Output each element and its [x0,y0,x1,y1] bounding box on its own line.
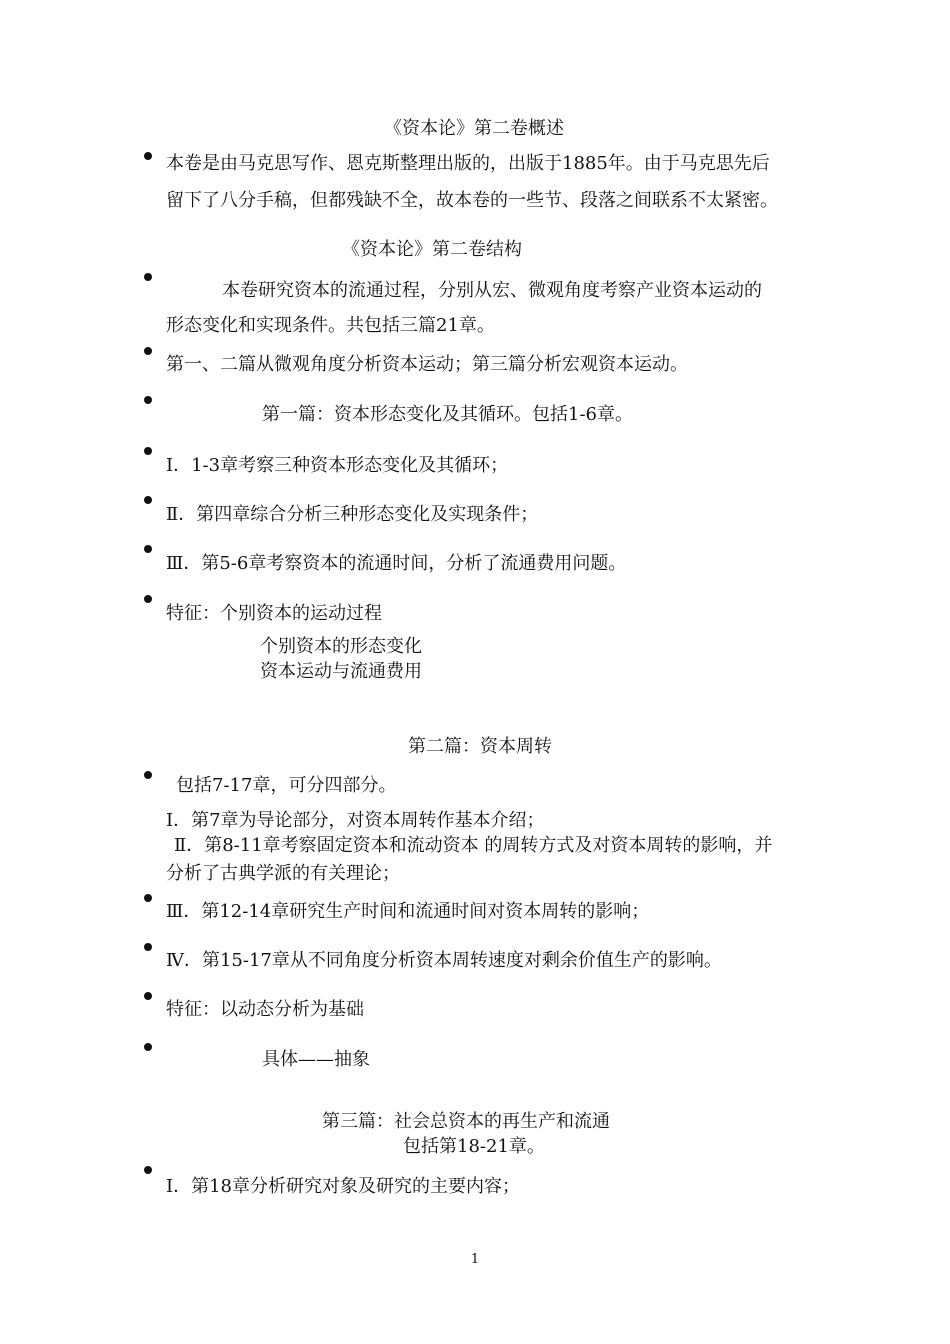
part3-subtitle: 包括第18-21章。 [403,1136,545,1157]
part1-item1: Ⅰ．1-3章考察三种资本形态变化及其循环； [166,455,509,476]
bullet-icon [144,347,152,355]
part2-feature: 特征：以动态分析为基础 [166,999,364,1020]
bullet-icon [144,1166,152,1174]
bullet-icon [144,894,152,902]
part1-feature: 特征：个别资本的运动过程 [166,603,382,624]
part2-item1: Ⅰ．第7章为导论部分，对资本周转作基本介绍； [166,810,545,831]
structure-intro-line1: 本卷研究资本的流通过程，分别从宏、微观角度考察产业资本运动的 [222,280,762,301]
part1-feature-sub1: 个别资本的形态变化 [260,636,422,657]
bullet-icon [144,447,152,455]
structure-intro-line2: 形态变化和实现条件。共包括三篇21章。 [166,315,495,336]
part2-item2-line1: Ⅱ．第8-11章考察固定资本和流动资本 的周转方式及对资本周转的影响，并 [174,835,773,856]
part2-title: 第二篇：资本周转 [408,736,552,757]
bullet-icon [144,1043,152,1051]
bullet-icon [144,273,152,281]
part3-item1: Ⅰ．第18章分析研究对象及研究的主要内容； [166,1176,521,1197]
part2-item4: Ⅳ．第15-17章从不同角度分析资本周转速度对剩余价值生产的影响。 [166,950,722,971]
structure-overview: 第一、二篇从微观角度分析资本运动；第三篇分析宏观资本运动。 [166,354,688,375]
bullet-icon [144,771,152,779]
part2-feature-sub: 具体——抽象 [262,1049,370,1070]
bullet-icon [144,595,152,603]
bullet-icon [144,152,152,160]
bullet-icon [144,992,152,1000]
page-number: 1 [470,1252,480,1267]
part3-title: 第三篇：社会总资本的再生产和流通 [322,1111,610,1132]
part1-title: 第一篇：资本形态变化及其循环。包括1-6章。 [262,404,633,425]
bullet-icon [144,545,152,553]
part2-item3: Ⅲ．第12-14章研究生产时间和流通时间对资本周转的影响； [166,901,650,922]
bullet-icon [144,396,152,404]
part2-intro: 包括7-17章，可分四部分。 [176,775,397,796]
bullet-icon [144,943,152,951]
doc-title-overview: 《资本论》第二卷概述 [384,118,564,139]
part2-item2-line2: 分析了古典学派的有关理论； [166,863,400,884]
doc-title-structure: 《资本论》第二卷结构 [342,239,522,260]
part1-item2: Ⅱ．第四章综合分析三种形态变化及实现条件； [166,504,539,525]
part1-feature-sub2: 资本运动与流通费用 [260,661,422,682]
overview-paragraph-line2: 留下了八分手稿，但都残缺不全，故本卷的一些节、段落之间联系不太紧密。 [166,190,778,211]
part1-item3: Ⅲ．第5-6章考察资本的流通时间，分析了流通费用问题。 [166,553,627,574]
bullet-icon [144,496,152,504]
overview-paragraph-line1: 本卷是由马克思写作、恩克斯整理出版的，出版于1885年。由于马克思先后 [166,153,770,174]
